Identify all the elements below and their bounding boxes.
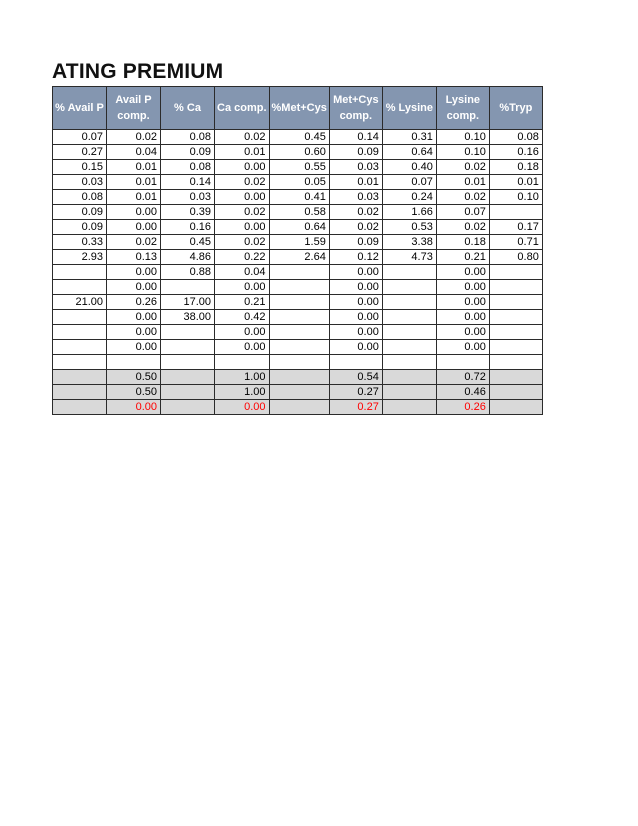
table-cell[interactable] [489,355,542,370]
table-cell[interactable]: 0.01 [489,175,542,190]
table-cell[interactable]: 1.59 [269,235,329,250]
table-cell[interactable] [382,265,436,280]
table-cell[interactable]: 0.00 [215,325,270,340]
table-cell[interactable] [382,280,436,295]
table-cell[interactable]: 0.64 [382,145,436,160]
table-cell[interactable]: 0.64 [269,220,329,235]
table-cell[interactable]: 0.50 [107,385,161,400]
table-body [53,130,543,415]
table-cell[interactable]: 38.00 [161,310,215,325]
header-tryp[interactable]: %Tryp [489,87,542,130]
table-cell[interactable]: 0.00 [329,325,382,340]
table-cell[interactable]: 0.16 [161,220,215,235]
table-cell[interactable]: 0.09 [53,205,107,220]
table-row [53,250,543,265]
table-cell[interactable] [53,265,107,280]
table-cell[interactable]: 0.00 [436,295,489,310]
header-avail-p-comp[interactable]: Avail P comp. [107,87,161,130]
table-cell[interactable] [269,400,329,415]
table-row [53,340,543,355]
table-cell[interactable] [382,310,436,325]
sheet-title: ATING PREMIUM [52,60,224,83]
table-cell[interactable]: 0.24 [382,190,436,205]
table-cell[interactable] [53,340,107,355]
table-cell[interactable]: 0.17 [489,220,542,235]
table-cell[interactable]: 0.12 [329,250,382,265]
table-cell[interactable]: 0.02 [329,220,382,235]
table-cell[interactable] [53,370,107,385]
table-cell[interactable]: 0.31 [382,130,436,145]
table-cell[interactable]: 0.01 [436,175,489,190]
table-cell[interactable] [382,340,436,355]
table-row [53,370,543,385]
table-cell[interactable]: 0.09 [161,145,215,160]
table-cell[interactable]: 0.01 [107,190,161,205]
header-row [53,87,543,130]
table-cell[interactable]: 0.01 [107,175,161,190]
table-cell[interactable] [382,400,436,415]
table-cell[interactable]: 1.66 [382,205,436,220]
table-cell[interactable] [382,295,436,310]
table-cell[interactable] [53,280,107,295]
table-cell[interactable]: 0.00 [436,280,489,295]
table-cell[interactable] [489,295,542,310]
table-cell[interactable] [489,385,542,400]
table-cell[interactable] [107,355,161,370]
table-cell[interactable]: 0.16 [489,145,542,160]
table-row [53,385,543,400]
table-cell[interactable]: 0.03 [329,160,382,175]
table-cell[interactable] [382,355,436,370]
table-row [53,205,543,220]
table-cell[interactable]: 0.15 [53,160,107,175]
table-cell[interactable]: 0.40 [382,160,436,175]
table-cell[interactable]: 0.00 [329,295,382,310]
table-cell[interactable]: 0.02 [107,235,161,250]
table-cell[interactable]: 0.26 [436,400,489,415]
table-cell[interactable] [382,385,436,400]
table-cell[interactable]: 3.38 [382,235,436,250]
table-cell[interactable] [161,340,215,355]
table-cell[interactable]: 0.14 [161,175,215,190]
table-cell[interactable]: 0.08 [489,130,542,145]
table-cell[interactable]: 0.00 [107,280,161,295]
table-row [53,145,543,160]
table-cell[interactable] [489,310,542,325]
table-cell[interactable] [269,370,329,385]
table-cell[interactable]: 0.02 [107,130,161,145]
table-cell[interactable]: 0.09 [329,145,382,160]
header-avail-p[interactable]: % Avail P [53,87,107,130]
table-row [53,280,543,295]
table-cell[interactable] [436,355,489,370]
table-cell[interactable] [269,295,329,310]
header-lysine[interactable]: % Lysine [382,87,436,130]
table-cell[interactable]: 0.05 [269,175,329,190]
table-cell[interactable] [161,370,215,385]
table-row [53,295,543,310]
table-cell[interactable]: 0.02 [215,235,270,250]
header-met-cys[interactable]: %Met+Cys [269,87,329,130]
table-cell[interactable]: 0.04 [107,145,161,160]
table-cell[interactable]: 0.00 [436,325,489,340]
table-cell[interactable]: 0.13 [107,250,161,265]
table-cell[interactable]: 17.00 [161,295,215,310]
table-cell[interactable]: 0.45 [161,235,215,250]
nutrient-table [52,86,543,415]
table-cell[interactable]: 0.08 [161,160,215,175]
table-cell[interactable]: 0.00 [329,280,382,295]
table-cell[interactable]: 0.02 [436,160,489,175]
table-cell[interactable] [489,280,542,295]
table-cell[interactable] [53,400,107,415]
table-cell[interactable]: 0.09 [329,235,382,250]
table-cell[interactable]: 0.00 [107,340,161,355]
table-cell[interactable] [215,355,270,370]
table-cell[interactable]: 0.10 [489,190,542,205]
table-cell[interactable]: 0.01 [329,175,382,190]
table-cell[interactable]: 4.86 [161,250,215,265]
table-cell[interactable]: 2.64 [269,250,329,265]
table-cell[interactable]: 0.00 [107,265,161,280]
header-ca[interactable]: % Ca [161,87,215,130]
table-cell[interactable] [269,280,329,295]
table-cell[interactable]: 4.73 [382,250,436,265]
table-cell[interactable]: 0.27 [53,145,107,160]
table-cell[interactable]: 0.55 [269,160,329,175]
table-cell[interactable]: 0.02 [215,205,270,220]
table-cell[interactable]: 0.80 [489,250,542,265]
table-cell[interactable]: 0.00 [107,205,161,220]
table-cell[interactable]: 0.33 [53,235,107,250]
table-cell[interactable]: 0.00 [436,340,489,355]
table-row [53,175,543,190]
table-cell[interactable]: 1.00 [215,370,270,385]
table-cell[interactable] [489,340,542,355]
table-cell[interactable]: 0.00 [215,400,270,415]
table-cell[interactable] [161,385,215,400]
table-cell[interactable] [329,355,382,370]
table-cell[interactable] [489,400,542,415]
table-row [53,190,543,205]
table-row [53,400,543,415]
table-cell[interactable]: 0.00 [107,325,161,340]
table-row [53,310,543,325]
table-cell[interactable] [269,265,329,280]
header-met-cys-comp[interactable]: Met+Cys comp. [329,87,382,130]
table-cell[interactable] [269,310,329,325]
table-cell[interactable] [269,385,329,400]
table-cell[interactable] [489,325,542,340]
table-cell[interactable]: 0.71 [489,235,542,250]
table-cell[interactable] [489,265,542,280]
table-cell[interactable]: 0.00 [107,310,161,325]
table-cell[interactable] [161,355,215,370]
table-cell[interactable]: 0.02 [436,220,489,235]
table-cell[interactable]: 0.02 [329,205,382,220]
table-cell[interactable]: 0.39 [161,205,215,220]
table-cell[interactable]: 0.22 [215,250,270,265]
table-cell[interactable]: 0.02 [436,190,489,205]
table-cell[interactable]: 0.21 [436,250,489,265]
table-cell[interactable] [53,355,107,370]
table-cell[interactable]: 0.00 [215,280,270,295]
table-cell[interactable] [269,340,329,355]
table-cell[interactable]: 0.42 [215,310,270,325]
table-row [53,160,543,175]
table-cell[interactable]: 0.00 [107,220,161,235]
table-cell[interactable] [53,325,107,340]
table-cell[interactable] [53,310,107,325]
table-cell[interactable] [161,280,215,295]
table-cell[interactable]: 0.10 [436,145,489,160]
table-cell[interactable]: 0.00 [329,265,382,280]
table-cell[interactable]: 0.00 [329,340,382,355]
table-cell[interactable]: 0.02 [215,130,270,145]
table-cell[interactable]: 0.18 [436,235,489,250]
table-cell[interactable]: 2.93 [53,250,107,265]
table-cell[interactable]: 0.09 [53,220,107,235]
table-cell[interactable]: 0.27 [329,400,382,415]
header-ca-comp[interactable]: Ca comp. [215,87,270,130]
table-cell[interactable]: 0.18 [489,160,542,175]
table-cell[interactable]: 0.60 [269,145,329,160]
table-cell[interactable] [161,400,215,415]
table-cell[interactable]: 0.10 [436,130,489,145]
table-cell[interactable]: 0.08 [53,190,107,205]
table-cell[interactable]: 0.00 [215,340,270,355]
table-cell[interactable]: 0.58 [269,205,329,220]
table-cell[interactable]: 0.54 [329,370,382,385]
table-cell[interactable]: 0.53 [382,220,436,235]
table-cell[interactable] [382,325,436,340]
table-cell[interactable]: 0.08 [161,130,215,145]
table-cell[interactable]: 0.46 [436,385,489,400]
table-cell[interactable]: 0.45 [269,130,329,145]
table-cell[interactable]: 0.07 [436,205,489,220]
table-cell[interactable]: 1.00 [215,385,270,400]
table-cell[interactable]: 0.02 [215,175,270,190]
table-cell[interactable]: 0.01 [215,145,270,160]
table-row [53,325,543,340]
table-cell[interactable]: 0.27 [329,385,382,400]
table-cell[interactable]: 0.03 [53,175,107,190]
table-row [53,265,543,280]
table-cell[interactable]: 0.14 [329,130,382,145]
header-lysine-comp[interactable]: Lysine comp. [436,87,489,130]
table-cell[interactable]: 0.00 [329,310,382,325]
table-row [53,220,543,235]
table-row [53,235,543,250]
table-cell[interactable]: 0.07 [382,175,436,190]
table-cell[interactable] [269,325,329,340]
table-cell[interactable] [489,370,542,385]
table-cell[interactable]: 0.00 [436,310,489,325]
table-cell[interactable]: 0.00 [215,190,270,205]
table-row [53,355,543,370]
table-cell[interactable] [269,355,329,370]
table-cell[interactable] [382,370,436,385]
table-cell[interactable]: 0.00 [215,160,270,175]
table-cell[interactable]: 0.00 [107,400,161,415]
table-cell[interactable] [161,325,215,340]
table-cell[interactable]: 0.88 [161,265,215,280]
table-cell[interactable]: 0.00 [215,220,270,235]
table-cell[interactable] [53,385,107,400]
table-cell[interactable]: 21.00 [53,295,107,310]
table-cell[interactable]: 0.03 [329,190,382,205]
table-cell[interactable]: 0.07 [53,130,107,145]
table-cell[interactable]: 0.00 [436,265,489,280]
table-row [53,130,543,145]
table-cell[interactable]: 0.21 [215,295,270,310]
table-cell[interactable]: 0.04 [215,265,270,280]
table-cell[interactable] [489,205,542,220]
table-cell[interactable]: 0.72 [436,370,489,385]
table-cell[interactable]: 0.26 [107,295,161,310]
table-cell[interactable]: 0.41 [269,190,329,205]
table-cell[interactable]: 0.03 [161,190,215,205]
table-cell[interactable]: 0.01 [107,160,161,175]
table-cell[interactable]: 0.50 [107,370,161,385]
